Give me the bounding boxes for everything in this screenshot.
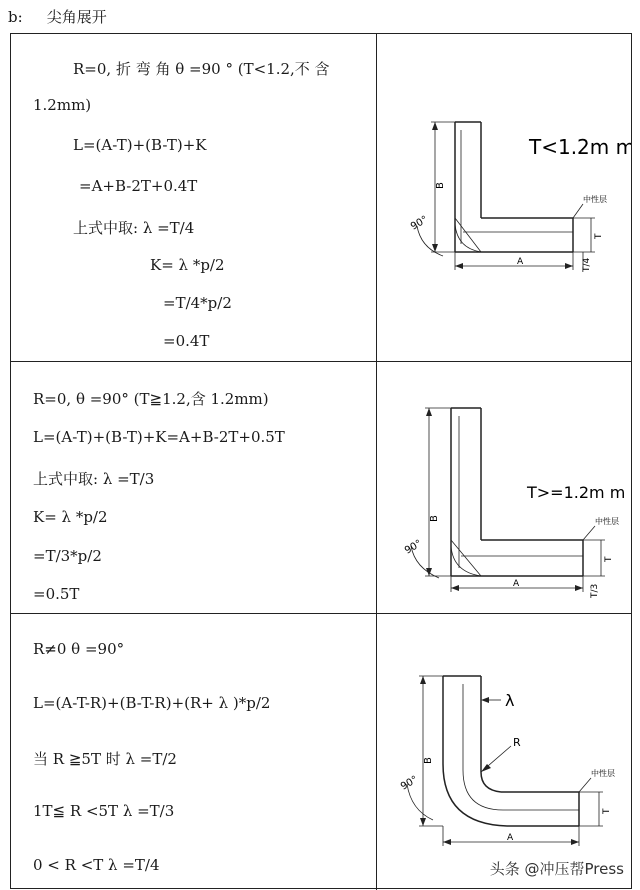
formula-line: 0 < R <T λ =T/4 (33, 856, 160, 874)
formula-line: =T/3*p/2 (33, 547, 102, 565)
figure-cell (377, 34, 631, 361)
bend-diagram (377, 34, 631, 360)
watermark: 头条 @冲压帮Press (486, 858, 628, 879)
figure-caption: T>=1.2m m (527, 483, 626, 502)
formula-cell (11, 362, 377, 613)
dim-offset-label: T/3 (590, 583, 600, 598)
formula-line: L=(A-T)+(B-T)+K (73, 136, 207, 154)
formula-line: R≠0 θ =90° (33, 640, 125, 658)
section-tag: b: (8, 8, 23, 26)
angle-label: 90° (399, 774, 420, 793)
bend-diagram (377, 362, 631, 612)
dim-t-label: T (602, 808, 612, 814)
dim-a-label: A (513, 579, 520, 589)
formula-line: =A+B-2T+0.4T (79, 177, 198, 195)
dim-b-label: B (429, 515, 440, 522)
formula-cell (11, 34, 377, 361)
formula-line: K= λ *p/2 (33, 508, 108, 526)
dim-a-label: A (507, 833, 514, 843)
figure-cell (377, 614, 631, 890)
formula-line: R=0, θ =90° (T≧1.2,含 1.2mm) (33, 390, 269, 408)
dim-offset-label: T/4 (582, 257, 592, 272)
table-row (11, 614, 631, 890)
neutral-layer-label: 中性层 (583, 195, 607, 204)
bend-diagram-radius (377, 614, 631, 884)
formula-line: L=(A-T-R)+(B-T-R)+(R+ λ )*p/2 (33, 694, 271, 712)
dim-a-label: A (517, 257, 524, 267)
formula-line: =T/4*p/2 (163, 294, 232, 312)
formula-cell (11, 614, 377, 890)
neutral-layer-label: 中性层 (591, 769, 615, 778)
dim-b-label: B (423, 757, 434, 764)
formula-line: 1.2mm) (33, 96, 92, 114)
angle-label: 90° (403, 538, 424, 557)
formula-line: 上式中取: λ =T/4 (73, 219, 195, 237)
formula-line: =0.5T (33, 585, 80, 603)
figure-cell (377, 362, 631, 613)
table-row (11, 362, 631, 614)
formula-line: R=0, 折 弯 角 θ =90 ° (T<1.2,不 含 (73, 60, 330, 78)
radius-label: R (513, 736, 521, 749)
dim-t-label: T (604, 556, 614, 562)
figure-caption: T<1.2m m (529, 135, 631, 159)
formula-line: =0.4T (163, 332, 210, 350)
section-title: 尖角展开 (46, 8, 107, 26)
formula-line: L=(A-T)+(B-T)+K=A+B-2T+0.5T (33, 428, 285, 446)
formula-table (10, 33, 632, 889)
dim-t-label: T (594, 233, 604, 239)
neutral-layer-label: 中性层 (595, 517, 619, 526)
formula-line: 上式中取: λ =T/3 (33, 470, 155, 488)
dim-b-label: B (435, 182, 446, 189)
table-row (11, 34, 631, 362)
angle-label: 90° (409, 214, 430, 233)
section-heading (8, 6, 107, 27)
formula-line: K= λ *p/2 (150, 256, 225, 274)
formula-line: 当 R ≧5T 时 λ =T/2 (33, 750, 177, 768)
formula-line: 1T≦ R <5T λ =T/3 (33, 802, 175, 820)
lambda-label: λ (505, 691, 515, 710)
